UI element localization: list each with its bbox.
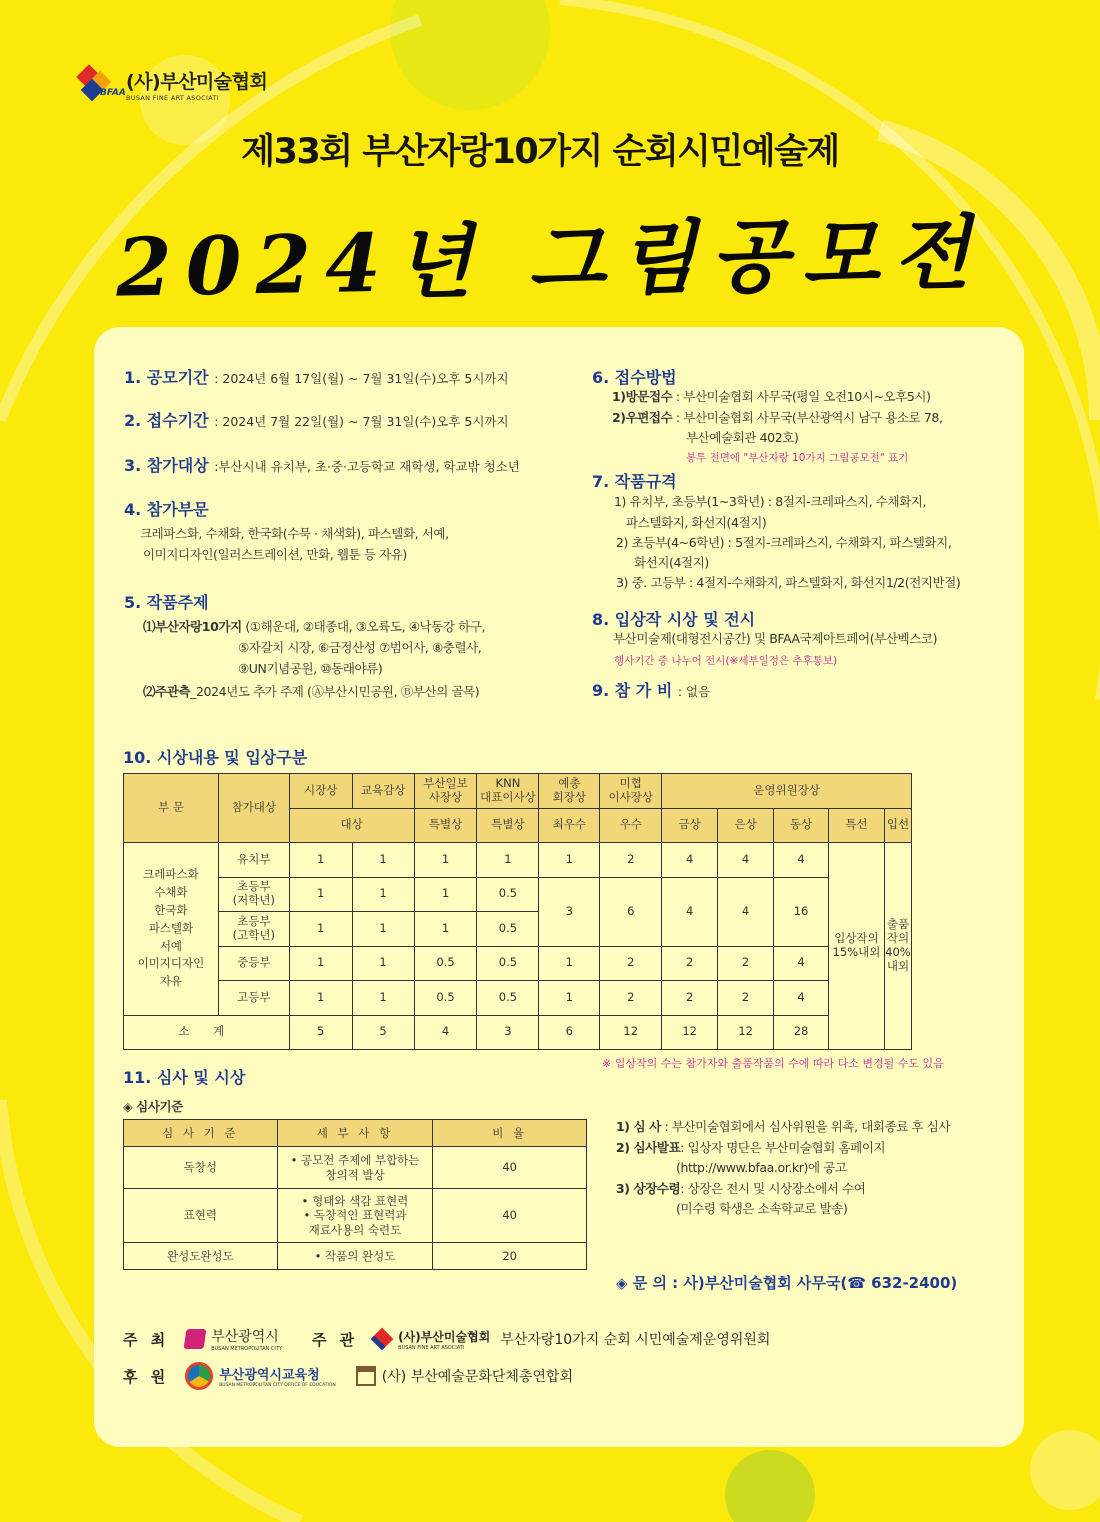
value-cell: 1 bbox=[289, 981, 352, 1016]
education-office-logo-icon bbox=[185, 1362, 213, 1390]
header-division: 부 문 bbox=[124, 774, 219, 843]
organizer-sub: BUSAN FINE ART ASOCIATI bbox=[398, 1344, 465, 1351]
grade-selected: 입선 bbox=[884, 808, 911, 843]
total-cell: 12 bbox=[600, 1015, 662, 1050]
value-cell: 2 bbox=[600, 843, 662, 878]
sponsor-2: (사) 부산예술문화단체총연합회 bbox=[381, 1369, 573, 1385]
value-cell: 4 bbox=[718, 843, 774, 878]
header-details: 세 부 사 항 bbox=[277, 1120, 433, 1147]
footer-host-row bbox=[123, 1326, 770, 1352]
total-cell: 12 bbox=[662, 1015, 718, 1050]
grade-special-selection: 특선 bbox=[828, 808, 884, 843]
specs-line-1: 1) 유치부, 초등부(1~3학년) : 8절지-크레파스지, 수채화지, bbox=[614, 494, 927, 509]
header-criteria: 심 사 기 준 bbox=[124, 1120, 278, 1147]
judging-info-3: 3) 상장수령: 상장은 전시 및 시상장소에서 수여 bbox=[616, 1181, 866, 1196]
value-cell: 2 bbox=[718, 946, 774, 981]
grade-merit: 우수 bbox=[600, 808, 662, 843]
value-cell: 1 bbox=[352, 981, 414, 1016]
value-cell: 2 bbox=[600, 981, 662, 1016]
value-cell: 4 bbox=[718, 877, 774, 946]
totals-row bbox=[124, 1015, 912, 1050]
total-cell: 5 bbox=[352, 1015, 414, 1050]
header-ratio: 비 율 bbox=[433, 1120, 587, 1147]
judging-table bbox=[123, 1119, 587, 1270]
details-cell: • 공모전 주제에 부합하는 창의적 발상 bbox=[277, 1147, 433, 1189]
total-cell: 5 bbox=[289, 1015, 352, 1050]
value-cell: 4 bbox=[662, 877, 718, 946]
bfaa-logo bbox=[76, 66, 267, 102]
section-specs: 7. 작품규격 bbox=[592, 472, 677, 491]
theme-part-1-line-3: ⑨UN기념공원, ⑩동래야류) bbox=[238, 661, 383, 676]
value-cell: 0.5 bbox=[414, 981, 477, 1016]
value-cell: 1 bbox=[289, 877, 352, 912]
section-eligibility: 3. 참가대상 :부산시내 유치부, 초·중·고등학교 재학생, 학교밖 청소년 bbox=[124, 456, 520, 475]
section-awards: 10. 시상내용 및 입상구분 bbox=[123, 748, 308, 767]
bfaa-small-logo-icon bbox=[371, 1328, 394, 1351]
sponsor-label: 후 원 bbox=[123, 1367, 170, 1386]
total-cell: 3 bbox=[477, 1015, 539, 1050]
section-period: 1. 공모기간 : 2024년 6월 17일(월) ~ 7월 31일(수)오후 5시까지 bbox=[124, 368, 509, 387]
target-cell: 중등부 bbox=[218, 946, 289, 981]
arts-federation-logo-icon bbox=[356, 1366, 376, 1386]
value-cell: 1 bbox=[352, 877, 414, 912]
specs-line-2: 파스텔화지, 화선지(4절지) bbox=[626, 515, 767, 530]
criteria-cell: 독창성 bbox=[124, 1147, 278, 1189]
judging-info-2: 2) 심사발표: 입상자 명단은 부산미술협회 홈페이지 bbox=[616, 1140, 886, 1155]
target-cell: 초등부 (저학년) bbox=[218, 877, 289, 912]
value-cell: 1 bbox=[414, 843, 477, 878]
details-cell: • 형태와 색감 표현력 • 독창적인 표현력과 재료사용의 숙련도 bbox=[277, 1189, 433, 1243]
value-cell: 1 bbox=[539, 981, 600, 1016]
table-row bbox=[124, 1147, 587, 1189]
specs-line-5: 3) 중. 고등부 : 4절지-수채화지, 파스텔화지, 화선지1/2(전지반절) bbox=[616, 575, 961, 590]
method-mail: 2)우편접수 : 부산미술협회 사무국(부산광역시 남구 용소로 78, bbox=[612, 410, 943, 425]
ratio-cell: 40 bbox=[433, 1189, 587, 1243]
section-judging: 11. 심사 및 시상 bbox=[123, 1068, 246, 1087]
value-cell: 1 bbox=[539, 843, 600, 878]
host-sub: BUSAN METROPOLITAN CITY bbox=[211, 1346, 282, 1352]
value-cell: 0.5 bbox=[477, 946, 539, 981]
grade-special-2: 특별상 bbox=[477, 808, 539, 843]
totals-label: 소 계 bbox=[124, 1015, 290, 1050]
bfaa-logo-icon: BFAA bbox=[76, 66, 120, 102]
table-row bbox=[124, 843, 912, 878]
value-cell: 1 bbox=[352, 946, 414, 981]
categories-line-2: 이미지디자인(일러스트레이션, 만화, 웹툰 등 자유) bbox=[143, 547, 407, 562]
value-cell: 2 bbox=[662, 946, 718, 981]
value-cell: 1 bbox=[539, 946, 600, 981]
ratio-cell: 40 bbox=[433, 1147, 587, 1189]
header-mayor: 시장상 bbox=[289, 774, 352, 809]
value-cell: 2 bbox=[718, 981, 774, 1016]
header-arts-federation: 예총 회장상 bbox=[539, 774, 600, 809]
table-row bbox=[124, 946, 912, 981]
value-cell: 1 bbox=[289, 946, 352, 981]
target-cell: 고등부 bbox=[218, 981, 289, 1016]
total-cell: 4 bbox=[414, 1015, 477, 1050]
theme-part-2: ⑵주관측_2024년도 추가 주제 (Ⓐ부산시민공원, Ⓑ부산의 골목) bbox=[143, 684, 480, 699]
value-cell: 0.5 bbox=[477, 981, 539, 1016]
host-org: 부산광역시 bbox=[211, 1329, 279, 1345]
value-cell: 6 bbox=[600, 877, 662, 946]
criteria-cell: 표현력 bbox=[124, 1189, 278, 1243]
judging-info-3b: (미수령 학생은 소속학교로 발송) bbox=[676, 1201, 848, 1216]
organizer-name: (사)부산미술협회 bbox=[398, 1329, 491, 1344]
value-cell: 2 bbox=[662, 981, 718, 1016]
section-exhibition: 8. 입상작 시상 및 전시 bbox=[592, 610, 756, 629]
busan-city-logo-icon bbox=[184, 1329, 207, 1349]
grade-gold: 금상 bbox=[662, 808, 718, 843]
header-knn: KNN 대표이사상 bbox=[477, 774, 539, 809]
value-cell: 2 bbox=[600, 946, 662, 981]
logo-name: (사)부산미술협회 bbox=[126, 70, 268, 93]
value-cell: 16 bbox=[774, 877, 829, 946]
event-subtitle: 제33회 부산자랑10가지 순회시민예술제 bbox=[241, 132, 839, 172]
footer-sponsor-row bbox=[123, 1362, 573, 1390]
value-cell: 4 bbox=[774, 843, 829, 878]
judging-info-1: 1) 심 사 : 부산미술협회에서 심사위원을 위촉, 대회종료 후 심사 bbox=[616, 1119, 951, 1134]
page-title: 2024년 그림공모전 bbox=[115, 205, 985, 315]
exhibition-note: 행사기간 중 나누어 전시(※세부일정은 추후통보) bbox=[614, 655, 838, 667]
categories-line-1: 크레파스화, 수채화, 한국화(수묵 · 채색화), 파스텔화, 서예, bbox=[140, 526, 449, 541]
host-label: 주 최 bbox=[123, 1330, 170, 1349]
grade-excellence: 최우수 bbox=[539, 808, 600, 843]
specs-line-4: 화선지(4절지) bbox=[634, 555, 709, 570]
value-cell: 1 bbox=[289, 912, 352, 947]
value-cell: 4 bbox=[662, 843, 718, 878]
value-cell: 1 bbox=[352, 912, 414, 947]
target-cell: 초등부 (고학년) bbox=[218, 912, 289, 947]
total-cell: 28 bbox=[774, 1015, 829, 1050]
value-cell: 1 bbox=[289, 843, 352, 878]
total-cell: 12 bbox=[718, 1015, 774, 1050]
awards-table bbox=[123, 773, 912, 1050]
sponsor-1: 부산광역시교육청 bbox=[219, 1368, 320, 1383]
value-cell: 1 bbox=[414, 912, 477, 947]
ratio-cell: 20 bbox=[433, 1243, 587, 1270]
section-submission-period: 2. 접수기간 : 2024년 7월 22일(월) ~ 7월 31일(수)오후 5시까지 bbox=[124, 411, 509, 430]
header-art-association: 미협 이사장상 bbox=[600, 774, 662, 809]
contact-info: ◈ 문 의 : 사)부산미술협회 사무국(☎ 632-2400) bbox=[616, 1274, 958, 1292]
value-cell: 3 bbox=[539, 877, 600, 946]
method-mail-address: 부산예술회관 402호) bbox=[686, 430, 799, 445]
criteria-title: ◈ 심사기준 bbox=[123, 1099, 183, 1114]
method-visit: 1)방문접수 : 부산미술협회 사무국(평일 오전10시~오후5시) bbox=[612, 389, 931, 404]
header-committee: 운영위원장상 bbox=[662, 774, 912, 809]
grade-special-1: 특별상 bbox=[414, 808, 477, 843]
theme-part-1-line-2: ⑤자갈치 시장, ⑥금정산성 ⑦범어사, ⑧충렬사, bbox=[238, 640, 482, 655]
theme-part-1: ⑴부산자랑10가지 (①해운대, ②태종대, ③오륙도, ④낙동강 하구, bbox=[143, 619, 486, 634]
header-busan-ilbo: 부산일보 사장상 bbox=[414, 774, 477, 809]
judging-info-2b: (http://www.bfaa.or.kr)에 공고 bbox=[676, 1160, 847, 1175]
details-cell: • 작품의 완성도 bbox=[277, 1243, 433, 1270]
section-fee: 9. 참 가 비 : 없음 bbox=[592, 681, 711, 700]
table-row bbox=[124, 877, 912, 912]
target-cell: 유치부 bbox=[218, 843, 289, 878]
grade-bronze: 동상 bbox=[774, 808, 829, 843]
organizer-committee: 부산자랑10가지 순회 시민예술제운영위원회 bbox=[500, 1332, 771, 1348]
selected-cell: 출품작의 40%내외 bbox=[884, 843, 911, 1050]
awards-note: ※ 입상작의 수는 참가자와 출품작품의 수에 따라 다소 변경될 수도 있음 bbox=[602, 1057, 944, 1070]
total-cell: 6 bbox=[539, 1015, 600, 1050]
value-cell: 4 bbox=[774, 981, 829, 1016]
division-list: 크레파스화 수채화 한국화 파스텔화 서예 이미지디자인 자유 bbox=[124, 843, 219, 1016]
specs-line-3: 2) 초등부(4~6학년) : 5절지-크레파스지, 수채화지, 파스텔화지, bbox=[616, 535, 952, 550]
table-row bbox=[124, 1189, 587, 1243]
value-cell: 0.5 bbox=[477, 877, 539, 912]
value-cell: 1 bbox=[352, 843, 414, 878]
criteria-cell: 완성도완성도 bbox=[124, 1243, 278, 1270]
value-cell: 4 bbox=[774, 946, 829, 981]
grade-grand: 대상 bbox=[289, 808, 414, 843]
section-method: 6. 접수방법 bbox=[592, 368, 677, 387]
section-categories: 4. 참가부문 bbox=[124, 500, 209, 519]
value-cell: 1 bbox=[477, 843, 539, 878]
logo-sub: BUSAN FINE ART ASOCIATI bbox=[126, 93, 219, 102]
table-row bbox=[124, 981, 912, 1016]
organizer-label: 주 관 bbox=[311, 1330, 359, 1349]
header-superintendent: 교육감상 bbox=[352, 774, 414, 809]
value-cell: 0.5 bbox=[477, 912, 539, 947]
method-note: 봉투 전면에 "부산자랑 10가지 그림공모전" 표기 bbox=[686, 452, 909, 464]
section-theme: 5. 작품주제 bbox=[124, 593, 209, 612]
header-target: 참가대상 bbox=[218, 774, 289, 843]
sponsor-1-sub: BUSAN METROPOLITAN CITY OFFICE OF EDUCATION bbox=[219, 1383, 336, 1388]
value-cell: 1 bbox=[414, 877, 477, 912]
special-selection-cell: 입상작의 15%내외 bbox=[828, 843, 884, 1050]
exhibition-line: 부산미술제(대형전시공간) 및 BFAA국제아트페어(부산벡스코) bbox=[613, 631, 938, 646]
table-row bbox=[124, 1243, 587, 1270]
value-cell: 0.5 bbox=[414, 946, 477, 981]
grade-silver: 은상 bbox=[718, 808, 774, 843]
